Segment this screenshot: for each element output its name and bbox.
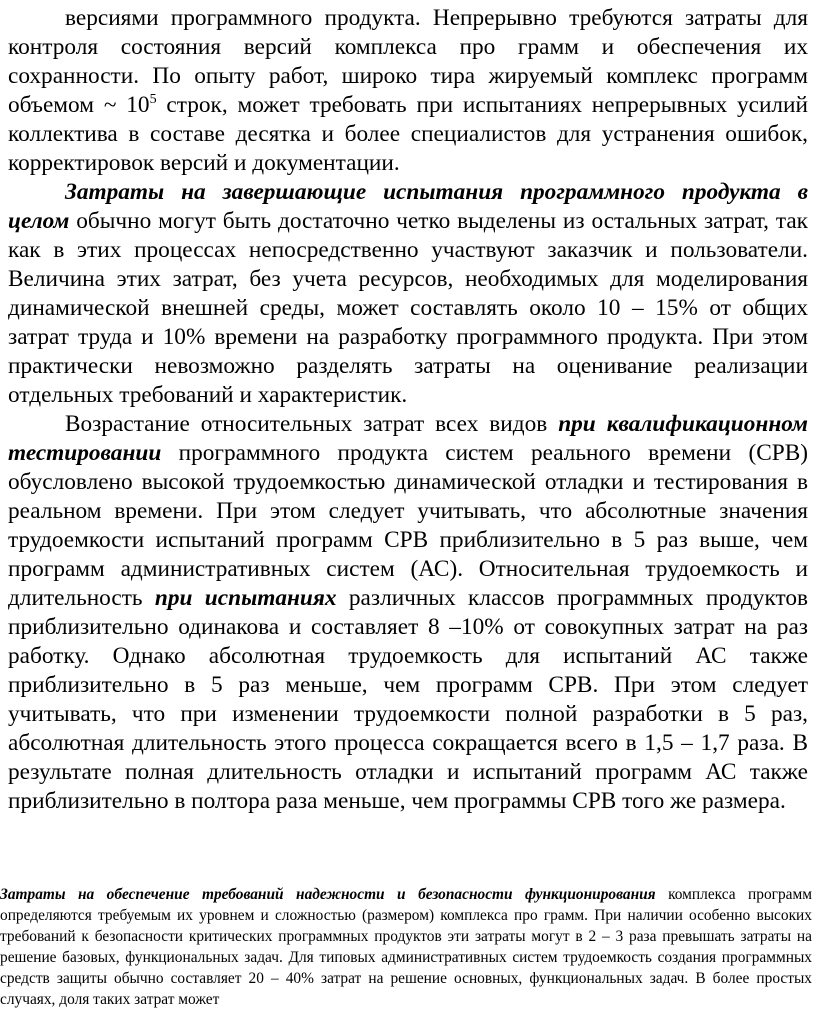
paragraph-reliability xyxy=(0,884,812,1010)
paragraph-versions-text-a: версиями программного продукта. Непрерывно требуются затраты для контроля состояния версий комплекса про грамм и обеспечения их сохранности. По опыту работ, широко тира жируемый комплекс программ объемом ~ 10 xyxy=(8,5,808,118)
qualification-text-a: Возрастание относительных затрат всех видов xyxy=(65,411,559,437)
reliability-text: комплекса программ определяются требуемым их уровнем и сложностью (размером) комплекса про грамм. При наличии особенно высоких требований к безопасности критических программных продуктов эти затраты могут в 2 – 3 раза превышать затраты на решение базовых, функциональных задач. Для типовых административных систем трудоемкость создания программных средств защиты обычно составляет 20 – 40% затрат на решение основных, функциональных задач. В более простых случаях, доля таких затрат может xyxy=(0,886,812,1008)
final-testing-text: обычно могут быть достаточно четко выделены из остальных затрат, так как в этих процессах непосредственно участвуют заказчик и пользователи. Величина этих затрат, без учета ресурсов, необходимых для моделирования динамической внешней среды, может составлять около 10 – 15% от общих затрат труда и 10% времени на разработку программного продукта. При этом практически невозможно разделять затраты на оценивание реализации отдельных требований и характеристик. xyxy=(8,208,808,408)
superscript-exponent: 5 xyxy=(149,92,157,107)
paragraph-qualification-testing xyxy=(8,410,808,816)
reliability-heading: Затраты на обеспечение требований надежности и безопасности функционирования xyxy=(0,886,656,903)
final-testing-heading: Затраты на завершающие испытания программного продукта в целом xyxy=(8,179,808,234)
paragraph-final-testing xyxy=(8,178,808,410)
testing-emphasis: при испытаниях xyxy=(154,585,337,611)
main-text xyxy=(8,4,808,816)
footer-paragraph xyxy=(0,884,812,1010)
paragraph-versions-text-b: строк, может требовать при испытаниях непрерывных усилий коллектива в составе десятка и более специалистов для устранения ошибок, корректировок версий и документации. xyxy=(8,92,808,176)
paragraph-versions xyxy=(8,4,808,178)
qualification-emphasis: при квалификационном тестировании xyxy=(8,411,808,466)
qualification-text-b: программного продукта систем реального времени (СРВ) обусловлено высокой трудоемкостью динамической отладки и тестирования в реальном времени. При этом следует учитывать, что абсолютные значения трудоемкости испытаний программ СРВ приблизительно в 5 раз выше, чем программ административных систем (АС). Относительная трудоемкость и длительность xyxy=(8,440,808,611)
qualification-text-c: различных классов программных продуктов приблизительно одинакова и составляет 8 –10% от совокупных затрат на раз работку. Однако абсолютная трудоемкость для испытаний АС также приблизительно в 5 раз меньше, чем программ СРВ. При этом следует учитывать, что при изменении трудоемкости полной разработки в 5 раз, абсолютная длительность этого процесса сокращается всего в 1,5 – 1,7 раза. В результате полная длительность отладки и испытаний программ АС также приблизительно в полтора раза меньше, чем программы СРВ того же размера. xyxy=(8,585,808,814)
